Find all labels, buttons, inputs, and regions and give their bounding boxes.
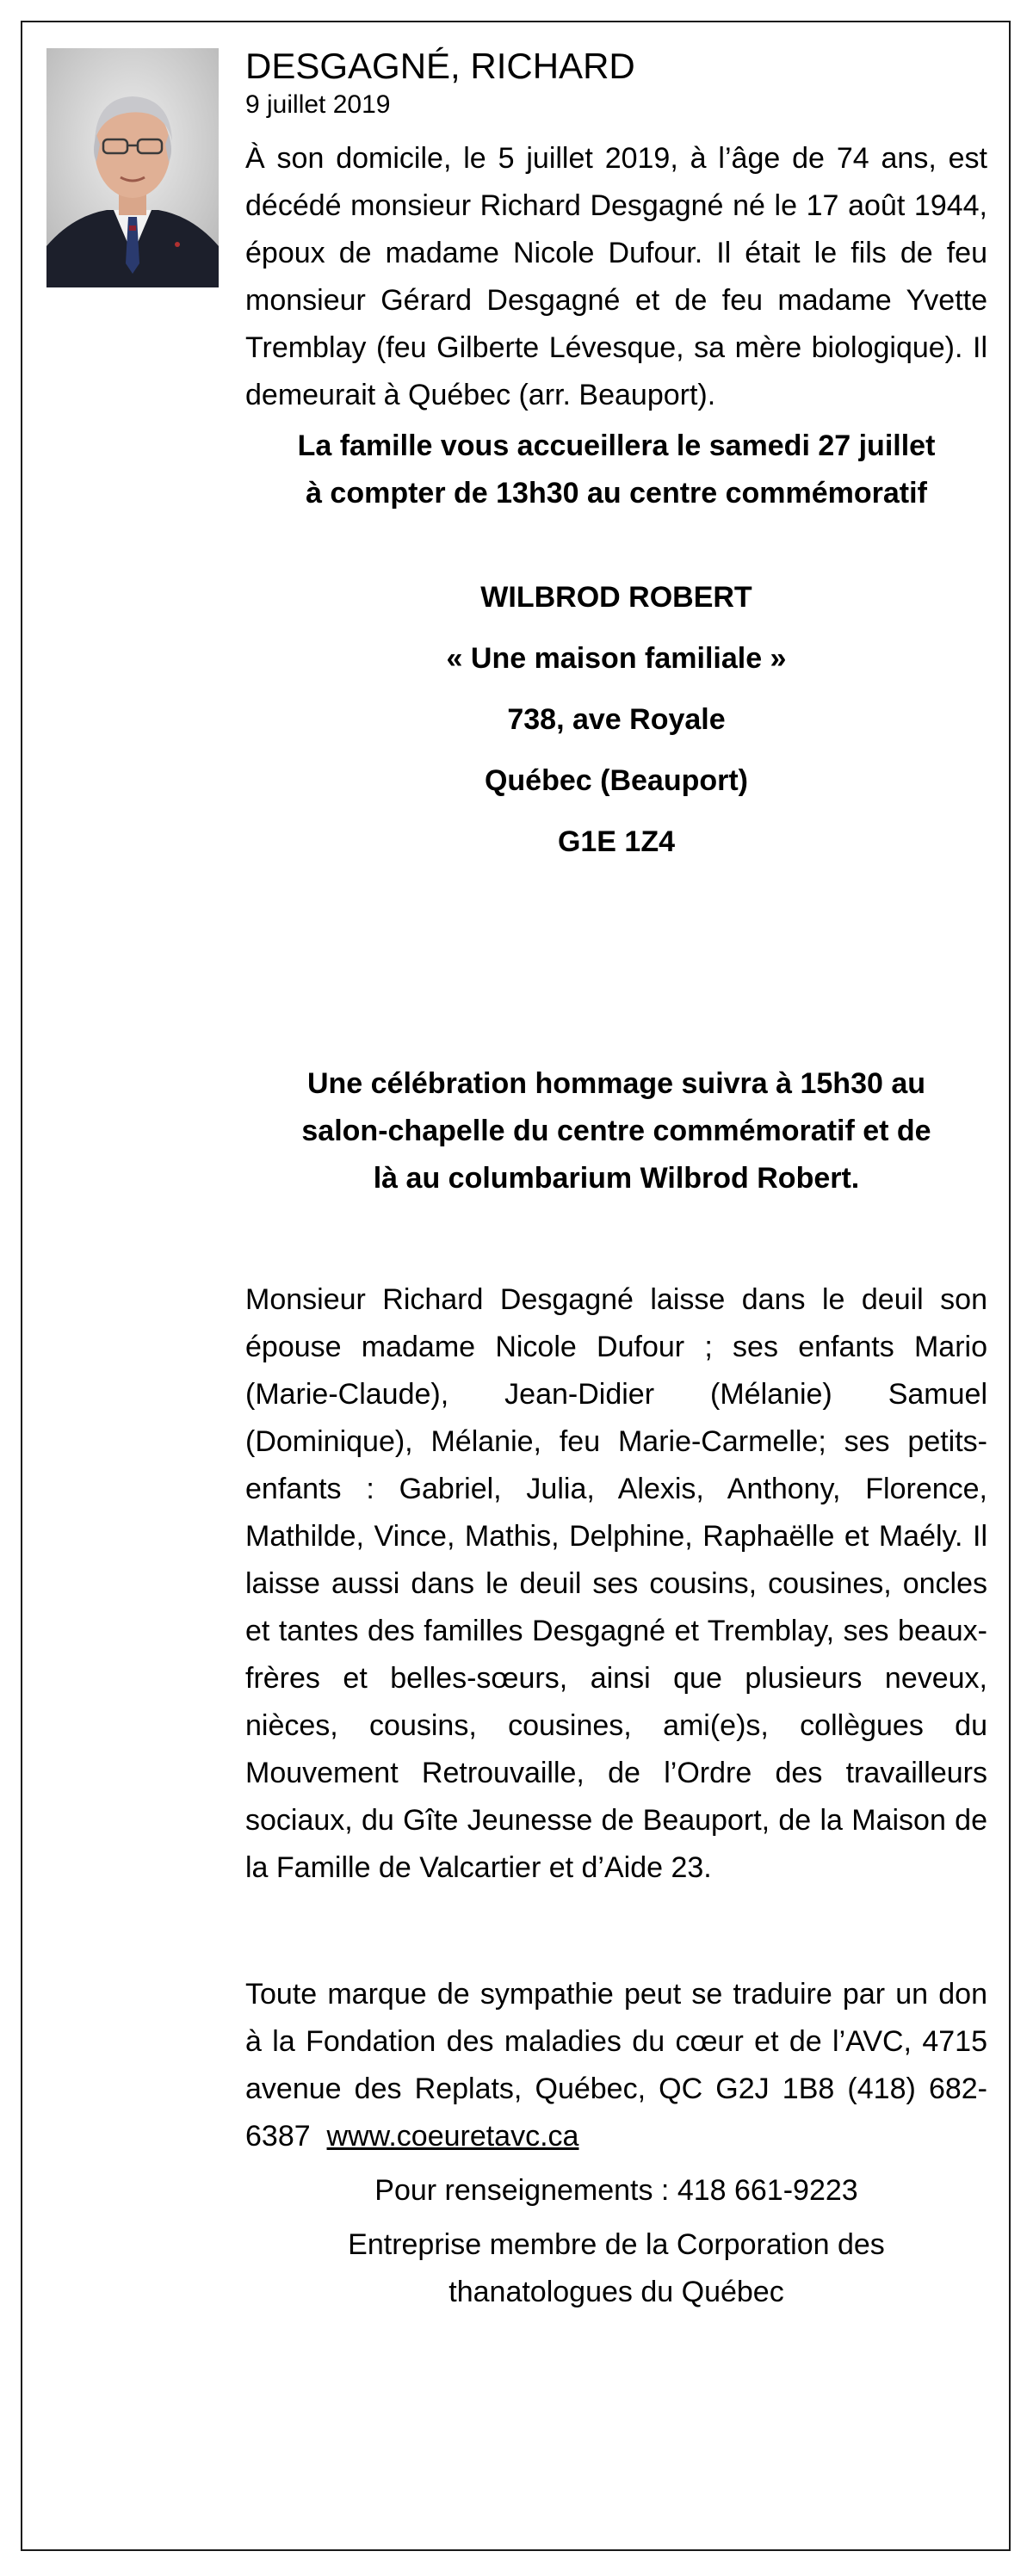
member-line-1: Entreprise membre de la Corporation des	[348, 2228, 885, 2262]
funeral-home-street: 738, ave Royale	[507, 703, 726, 737]
info-phone: Pour renseignements : 418 661-9223	[374, 2174, 858, 2208]
member-line-2: thanatologues du Québec	[448, 2276, 784, 2309]
funeral-home-city: Québec (Beauport)	[484, 764, 749, 798]
donation-link[interactable]: www.coeuretavc.ca	[326, 2120, 579, 2153]
funeral-home-name: WILBROD ROBERT	[480, 581, 752, 615]
donation-paragraph	[245, 1971, 987, 2160]
survivors-paragraph: Monsieur Richard Desgagné laisse dans le deuil son épouse madame Nicole Dufour ; ses enfants Mario (Marie-Claude), Jean-Didier (Mélanie) Samuel (Dominique), Mélanie, feu Marie-Carmelle; ses petits-enfants : Gabriel, Julia, Alexis, Anthony, Florence, Mathilde, Vince, Mathis, Delphine, Raphaëlle et Maély. Il laisse aussi dans le deuil ses cousins, cousines, oncles et tantes des familles Desgagné et Tremblay, ses beaux-frères et belles-sœurs, ainsi que plusieurs neveux, nièces, cousins, cousines, ami(e)s, collègues du Mouvement Retrouvaille, de l’Ordre des travailleurs sociaux, du Gîte Jeunesse de Beauport, de la Maison de la Famille de Valcartier et d’Aide 23.	[245, 1283, 987, 1885]
reception-line-2: à compter de 13h30 au centre commémoratif	[306, 477, 927, 510]
ceremony-line-2: salon-chapelle du centre commémoratif et de	[301, 1115, 931, 1148]
portrait-photo	[46, 48, 219, 287]
ceremony-line-1: Une célébration hommage suivra à 15h30 au	[306, 1067, 926, 1101]
ceremony-line-3: là au columbarium Wilbrod Robert.	[373, 1162, 860, 1195]
funeral-home-address	[245, 567, 987, 873]
portrait-image	[46, 48, 219, 287]
funeral-home-postal: G1E 1Z4	[557, 825, 676, 859]
intro-paragraph: À son domicile, le 5 juillet 2019, à l’âge de 74 ans, est décédé monsieur Richard Desgagné né le 17 août 1944, époux de madame Nicole Dufour. Il était le fils de feu monsieur Gérard Desgagné et de feu madame Yvette Tremblay (feu Gilberte Lévesque, sa mère biologique). Il demeurait à Québec (arr. Beauport).	[245, 142, 987, 412]
publication-date: 9 juillet 2019	[245, 90, 391, 120]
reception-line-1: La famille vous accueillera le samedi 27 juillet	[297, 429, 936, 463]
deceased-name: DESGAGNÉ, RICHARD	[245, 46, 635, 86]
donation-text: Toute marque de sympathie peut se traduire par un don à la Fondation des maladies du cœur et de l’AVC, 4715 avenue des Replats, Québec, QC G2J 1B8 (418) 682-6387	[245, 1978, 987, 2153]
funeral-home-slogan: « Une maison familiale »	[446, 642, 787, 676]
obituary-content	[245, 45, 987, 2316]
